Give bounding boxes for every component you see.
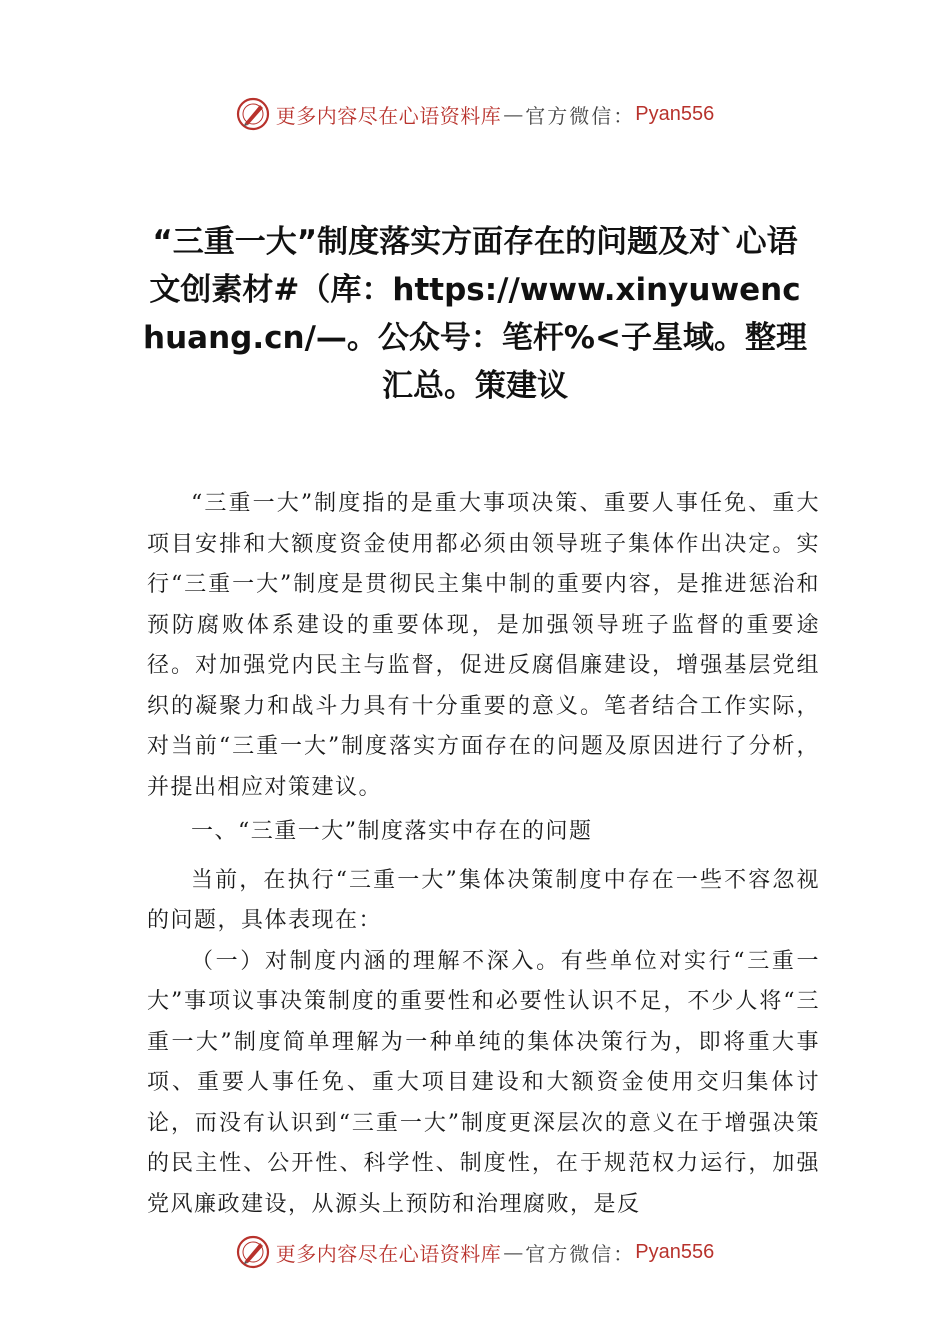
banner-separator: —: [503, 102, 524, 126]
banner-text: 更多内容尽在心语资料库: [275, 103, 502, 128]
header-banner: [0, 94, 950, 134]
banner-wechat-id: Pyan556: [635, 1240, 715, 1263]
banner-separator: —: [503, 1240, 524, 1264]
pen-logo-icon: [236, 1235, 270, 1269]
document-title: “三重一大”制度落实方面存在的问题及对`心语文创素材#（库：https://www.xinyuwenchuang.cn/—。公众号：笔杆%<子星域。整理汇总。策建议: [143, 224, 807, 404]
paragraph: （一）对制度内涵的理解不深入。有些单位对实行“三重一大”事项议事决策制度的重要性和必要性认识不足，不少人将“三重一大”制度简单理解为一种单纯的集体决策行为，即将重大事项、重要人事任免、重大项目建设和大额资金使用交归集体讨论，而没有认识到“三重一大”制度更深层次的意义在于增强决策的民主性、公开性、科学性、制度性，在于规范权力运行，加强党风廉政建设，从源头上预防和治理腐败，是反: [147, 948, 820, 1217]
section-heading: 一、“三重一大”制度落实中存在的问题: [191, 819, 593, 844]
banner-label: 官方微信：: [525, 1241, 636, 1266]
footer-banner: [0, 1232, 950, 1272]
paragraph: 当前，在执行“三重一大”集体决策制度中存在一些不容忽视的问题，具体表现在：: [147, 867, 820, 933]
banner-wechat-id: Pyan556: [635, 102, 715, 125]
banner-text: 更多内容尽在心语资料库: [275, 1241, 502, 1266]
paragraph: “三重一大”制度指的是重大事项决策、重要人事任免、重大项目安排和大额度资金使用都必须由领导班子集体作出决定。实行“三重一大”制度是贯彻民主集中制的重要内容，是推进惩治和预防腐败体系建设的重要体现，是加强领导班子监督的重要途径。对加强党内民主与监督，促进反腐倡廉建设，增强基层党组织的凝聚力和战斗力具有十分重要的意义。笔者结合工作实际，对当前“三重一大”制度落实方面存在的问题及原因进行了分析，并提出相应对策建议。: [147, 491, 820, 800]
pen-logo-icon: [236, 97, 270, 131]
banner-label: 官方微信：: [525, 103, 636, 128]
document-body: [147, 484, 820, 1225]
